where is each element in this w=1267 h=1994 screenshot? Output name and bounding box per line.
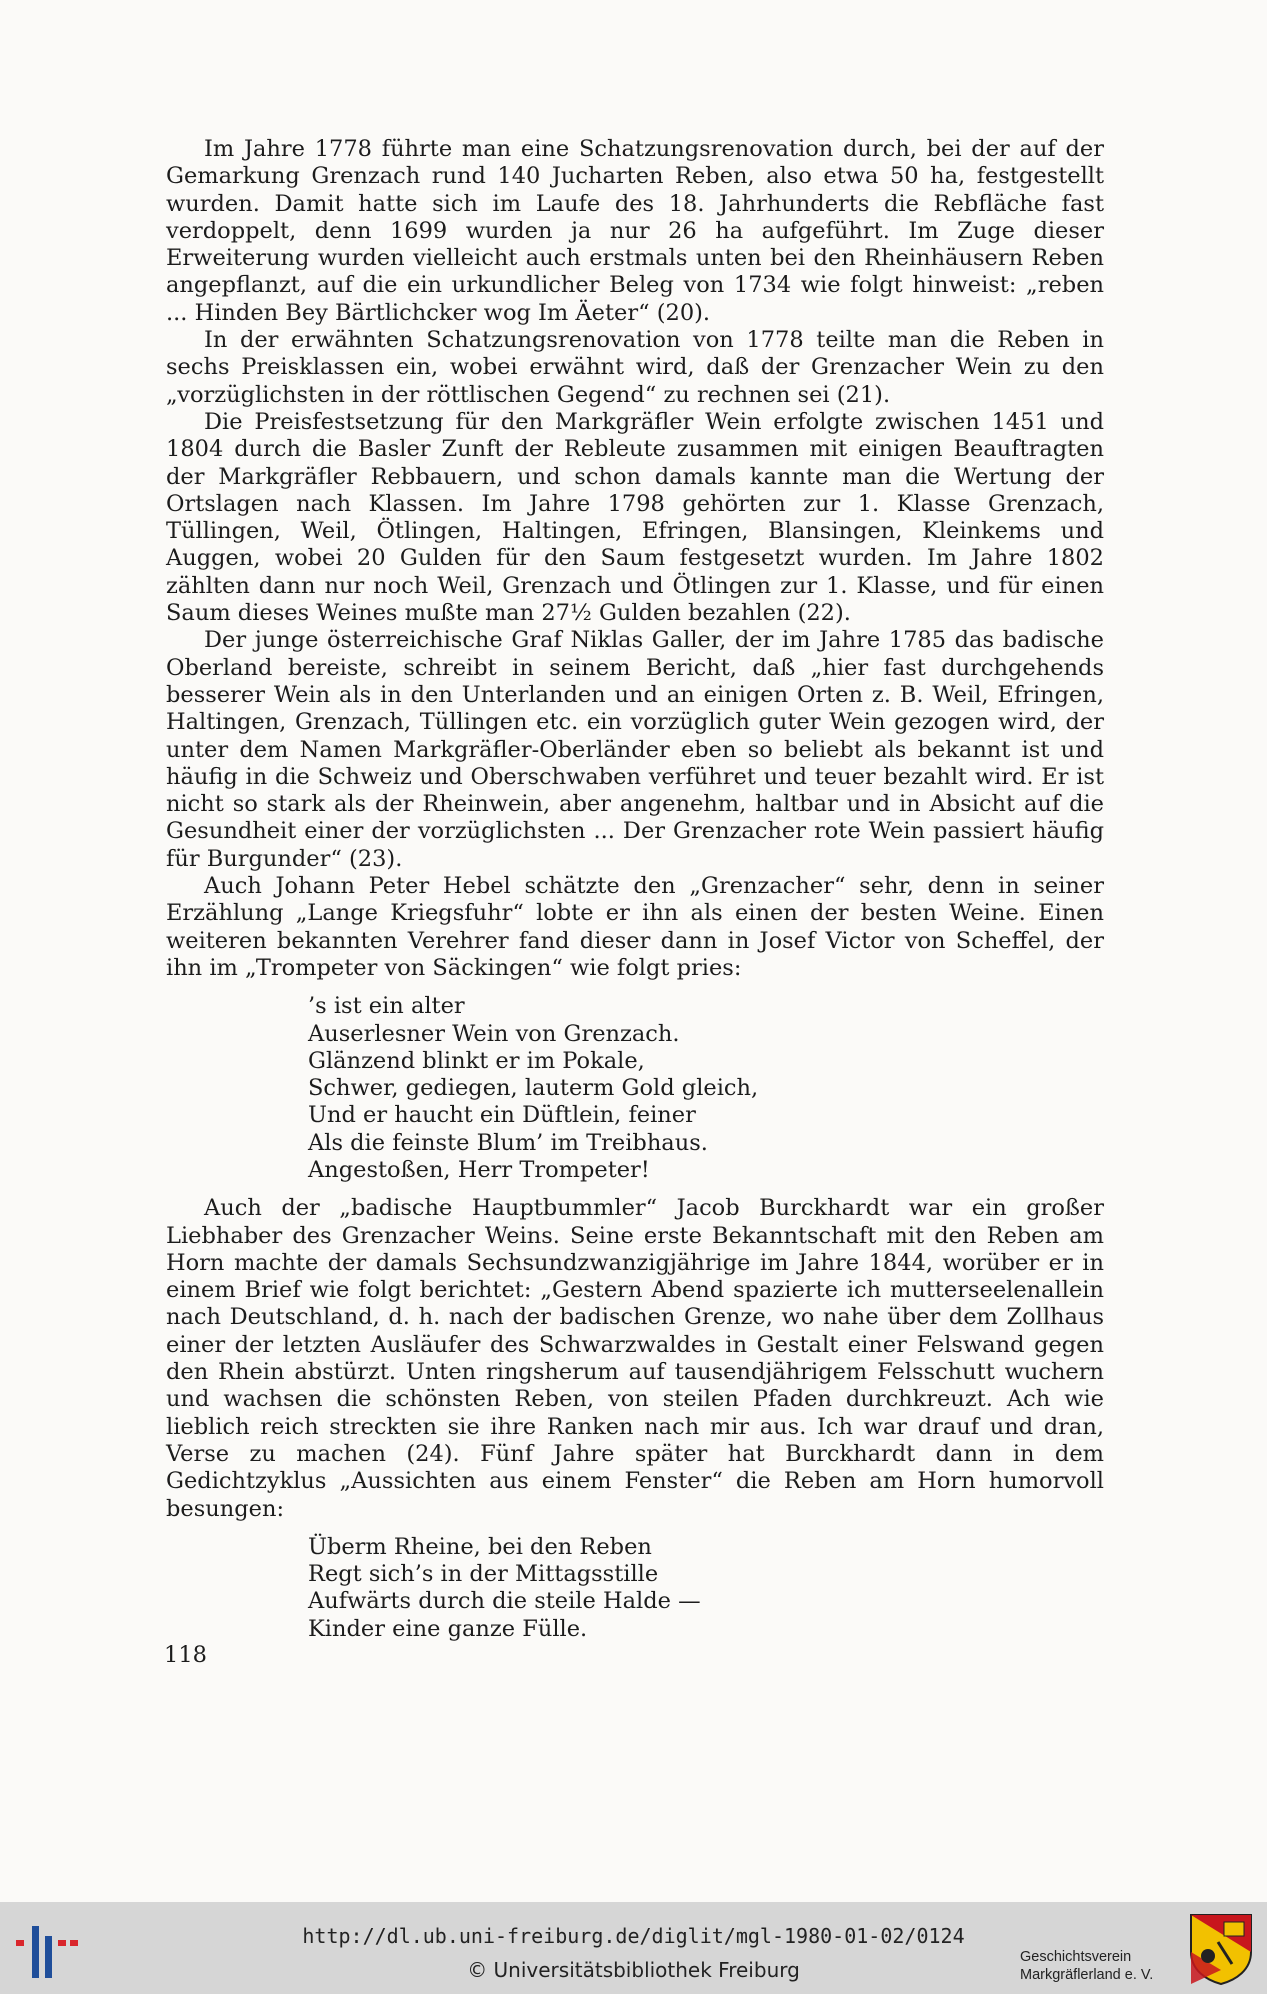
footer-url-link[interactable]: http://dl.ub.uni-freiburg.de/diglit/mgl-1980-01-02/0124 [302, 1924, 965, 1948]
poem-line: Kinder eine ganze Fülle. [308, 1615, 588, 1642]
paragraph-1: Im Jahre 1778 führte man eine Schatzungsrenovation durch, bei der auf der Gemarkung Grenzach rund 140 Jucharten Reben, also etwa 50 ha, festgestellt wurden. Damit hatte sich im Laufe des 18. Jahrhunderts die Rebfläche fast verdoppelt, denn 1699 wurden ja nur 26 ha aufgeführt. Im Zuge dieser Erweiterung wurden vielleicht auch erstmals unten bei den Rheinhäusern Reben angepflanzt, auf die ein urkundlicher Beleg von 1734 wie folgt hinweist: „reben ... Hinden Bey Bärtlichcker wog Im Äeter“ (20). [166, 136, 1104, 326]
society-name-line-2: Markgräflerland e. V. [1020, 1967, 1154, 1983]
poem-line: Auserlesner Wein von Grenzach. [308, 1020, 680, 1047]
page-number: 118 [164, 1642, 207, 1668]
poem-line: Schwer, gediegen, lauterm Gold gleich, [308, 1075, 759, 1102]
footer-bar [0, 1902, 1267, 1994]
poem-line: Und er haucht ein Düftlein, feiner [308, 1102, 696, 1129]
paragraph-5: Auch Johann Peter Hebel schätzte den „Grenzacher“ sehr, denn in seiner Erzählung „Lange Kriegsfuhr“ lobte er ihn als einen der besten Weine. Einen weiteren bekannten Verehrer fand dieser dann in Josef Victor von Scheffel, der ihn im „Trompeter von Säckingen“ wie folgt pries: [166, 873, 1104, 981]
poem-line: Glänzend blinkt er im Pokale, [308, 1047, 645, 1074]
poem-scheffel [308, 993, 1104, 1184]
poem-line: Aufwärts durch die steile Halde — [308, 1588, 701, 1615]
paragraph-4: Der junge österreichische Graf Niklas Galler, der im Jahre 1785 das badische Oberland bereiste, schreibt in seinem Bericht, daß „hier fast durchgehends besserer Wein als in den Unterlanden und an einigen Orten z. B. Weil, Efringen, Haltingen, Grenzach, Tüllingen etc. ein vorzüglich guter Wein gezogen wird, der unter dem Namen Markgräfler-Oberländer eben so beliebt als bekannt ist und häufig in die Schweiz und Oberschwaben verführet und teuer bezahlt wird. Er ist nicht so stark als der Rheinwein, aber angenehm, haltbar und in Absicht auf die Gesundheit einer der vorzüglichsten ... Der Grenzacher rote Wein passiert häufig für Burgunder“ (23). [166, 627, 1104, 872]
poem-line: ’s ist ein alter [308, 993, 465, 1020]
society-name[interactable] [1020, 1948, 1180, 1984]
poem-line: Überm Rheine, bei den Reben [308, 1533, 652, 1560]
society-name-line-1: Geschichtsverein [1020, 1949, 1132, 1965]
poem-line: Regt sich’s in der Mittagsstille [308, 1561, 659, 1588]
paragraph-3: Die Preisfestsetzung für den Markgräfler Wein erfolgte zwischen 1451 und 1804 durch die Basler Zunft der Rebleute zusammen mit einigen Beauftragten der Markgräfler Rebbauern, und schon damals kannte man die Wertung der Ortslagen nach Klassen. Im Jahre 1798 gehörten zur 1. Klasse Grenzach, Tüllingen, Weil, Ötlingen, Haltingen, Efringen, Blansingen, Kleinkems und Auggen, wobei 20 Gulden für den Saum festgesetzt wurden. Im Jahre 1802 zählten dann nur noch Weil, Grenzach und Ötlingen zur 1. Klasse, und für einen Saum dieses Weines mußte man 27½ Gulden bezahlen (22). [166, 408, 1104, 627]
coat-of-arms-icon[interactable] [1188, 1912, 1254, 1986]
paragraph-2: In der erwähnten Schatzungsrenovation von 1778 teilte man die Reben in sechs Preisklassen ein, wobei erwähnt wird, daß der Grenzacher Wein zu den „vorzüglichsten in der röttlischen Gegend“ zu rechnen sei (21). [166, 327, 1104, 408]
poem-line: Angestoßen, Herr Trompeter! [308, 1156, 650, 1183]
paragraph-6: Auch der „badische Hauptbummler“ Jacob Burckhardt war ein großer Liebhaber des Grenzacher Weins. Seine erste Bekanntschaft mit den Reben am Horn machte der damals Sechsundzwanzigjährige im Jahre 1844, worüber er in einem Brief wie folgt berichtet: „Gestern Abend spazierte ich mutterseelenallein nach Deutschland, d. h. nach der badischen Grenze, wo nahe über dem Zollhaus einer der letzten Ausläufer des Schwarzwaldes in Gestalt einer Felswand gegen den Rhein abstürzt. Unten ringsherum auf tausendjährigem Felsschutt wuchern und wachsen die schönsten Reben, von steilen Pfaden durchkreuzt. Ach wie lieblich reich streckten sie ihre Ranken nach mir aus. Ich war drauf und dran, Verse zu machen (24). Fünf Jahre später hat Burckhardt dann in dem Gedichtzyklus „Aussichten aus einem Fenster“ die Reben am Horn humorvoll besungen: [166, 1195, 1104, 1522]
footer-copyright: © Universitätsbibliothek Freiburg [467, 1958, 800, 1982]
poem-burckhardt [308, 1534, 1104, 1643]
poem-line: Als die feinste Blum’ im Treibhaus. [308, 1129, 708, 1156]
body-text [166, 136, 1104, 1654]
